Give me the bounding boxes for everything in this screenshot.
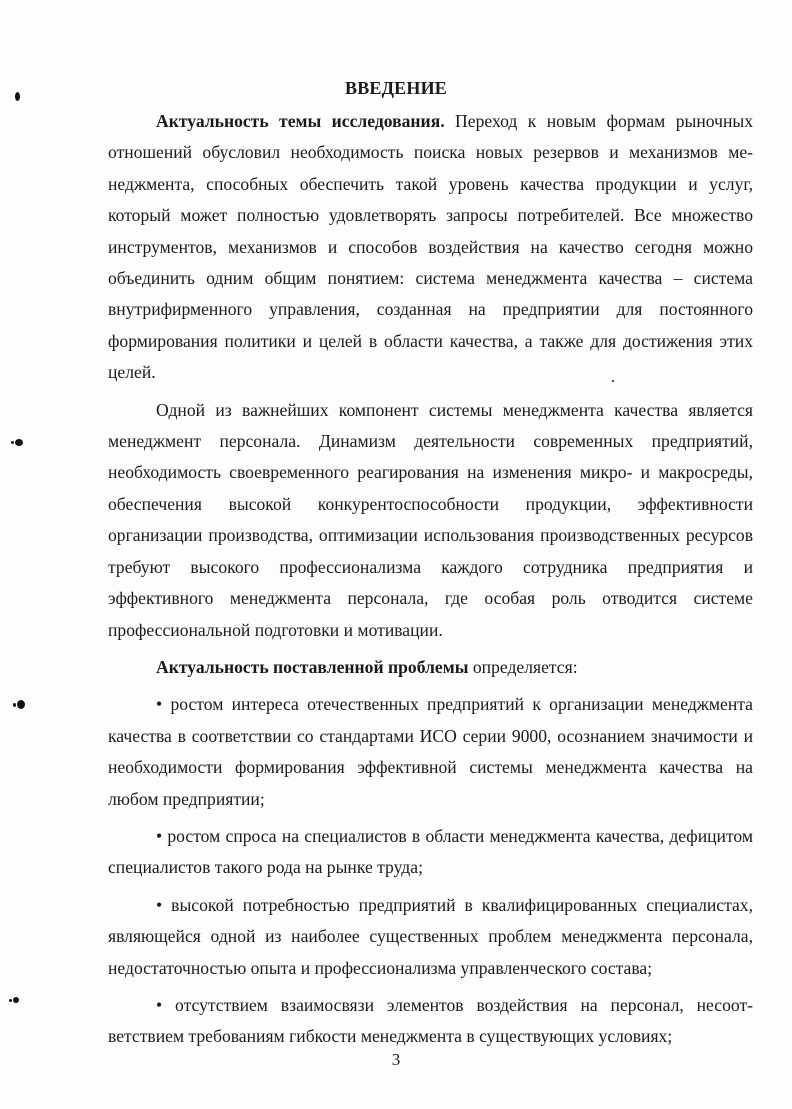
paragraph (108, 652, 753, 683)
list-item (108, 890, 753, 984)
scan-mark (17, 700, 25, 709)
scan-mark (15, 439, 23, 446)
list-item-text: • ростом спроса на специалистов в области менеджмента качества, дефицитом специалистов такого рода на рынке труда; (108, 825, 753, 878)
paragraph (108, 395, 753, 646)
paragraph-text: Одной из важнейших компонент системы менеджмента качества является менеджмент персонала. Динамизм деятельности современных предприятий, необходимость своевременного реагирования на изменения микро- и макросреды, обеспечения высокой конкурентоспособности продукции, эффективности организации производства, оптимизации использования производственных ресурсов требуют высокого профессионализма каждого сотрудника предприятия и эффективного менеджмента персонала, где особая роль отводится системе профессиональной подготовки и мотивации. (108, 399, 753, 640)
body-text (108, 106, 753, 1053)
list-item (108, 990, 753, 1053)
list-item-text: • высокой потребностью предприятий в квалифицированных специалистах, являющейся одной из наиболее существенных проблем менеджмента персонала, недостаточностью опыта и профессионализма управленческого состава; (108, 894, 753, 978)
paragraph-text: Переход к новым формам рыночных отношений обусловил необходимость поиска новых резервов и механизмов менеджмента, способных обеспечить такой уровень качества продукции и услуг, который может полностью удовлетворять запросы потребителей. Все множество инструментов, механизмов и способов воздействия на качество сегодня можно объединить одним общим понятием: система менеджмента качества – система внутрифирменного управления, созданная на предприятии для постоянного формирования политики и целей в области качества, а также для достижения этих целей. (108, 111, 753, 383)
paragraph (108, 106, 753, 389)
page-title: ВВЕДЕНИЕ (344, 78, 447, 98)
list-item-text: • ростом интереса отечественных предприятий к организации менеджмента качества в соответствии со стандартами ИСО серии 9000, осознанием значимости и необходимости формирования эффективной системы менеджмента качества на любом предприятии; (108, 694, 753, 809)
list-item-text: • отсутствием взаимосвязи элементов воздействия на персонал, несоответствием требованиям гибкости менеджмента в существующих условиях; (108, 994, 753, 1047)
scan-mark (13, 997, 19, 1003)
paragraph-lead: Актуальность темы исследования. (156, 111, 445, 131)
paragraph-text: определяется: (468, 656, 578, 677)
paragraph-lead: Актуальность поставленной проблемы (156, 656, 469, 677)
page-number: 3 (391, 1050, 401, 1069)
scan-mark (9, 999, 12, 1002)
list-item (108, 689, 753, 815)
scan-mark (11, 441, 14, 444)
list-item (108, 821, 753, 884)
scan-mark (13, 703, 16, 707)
